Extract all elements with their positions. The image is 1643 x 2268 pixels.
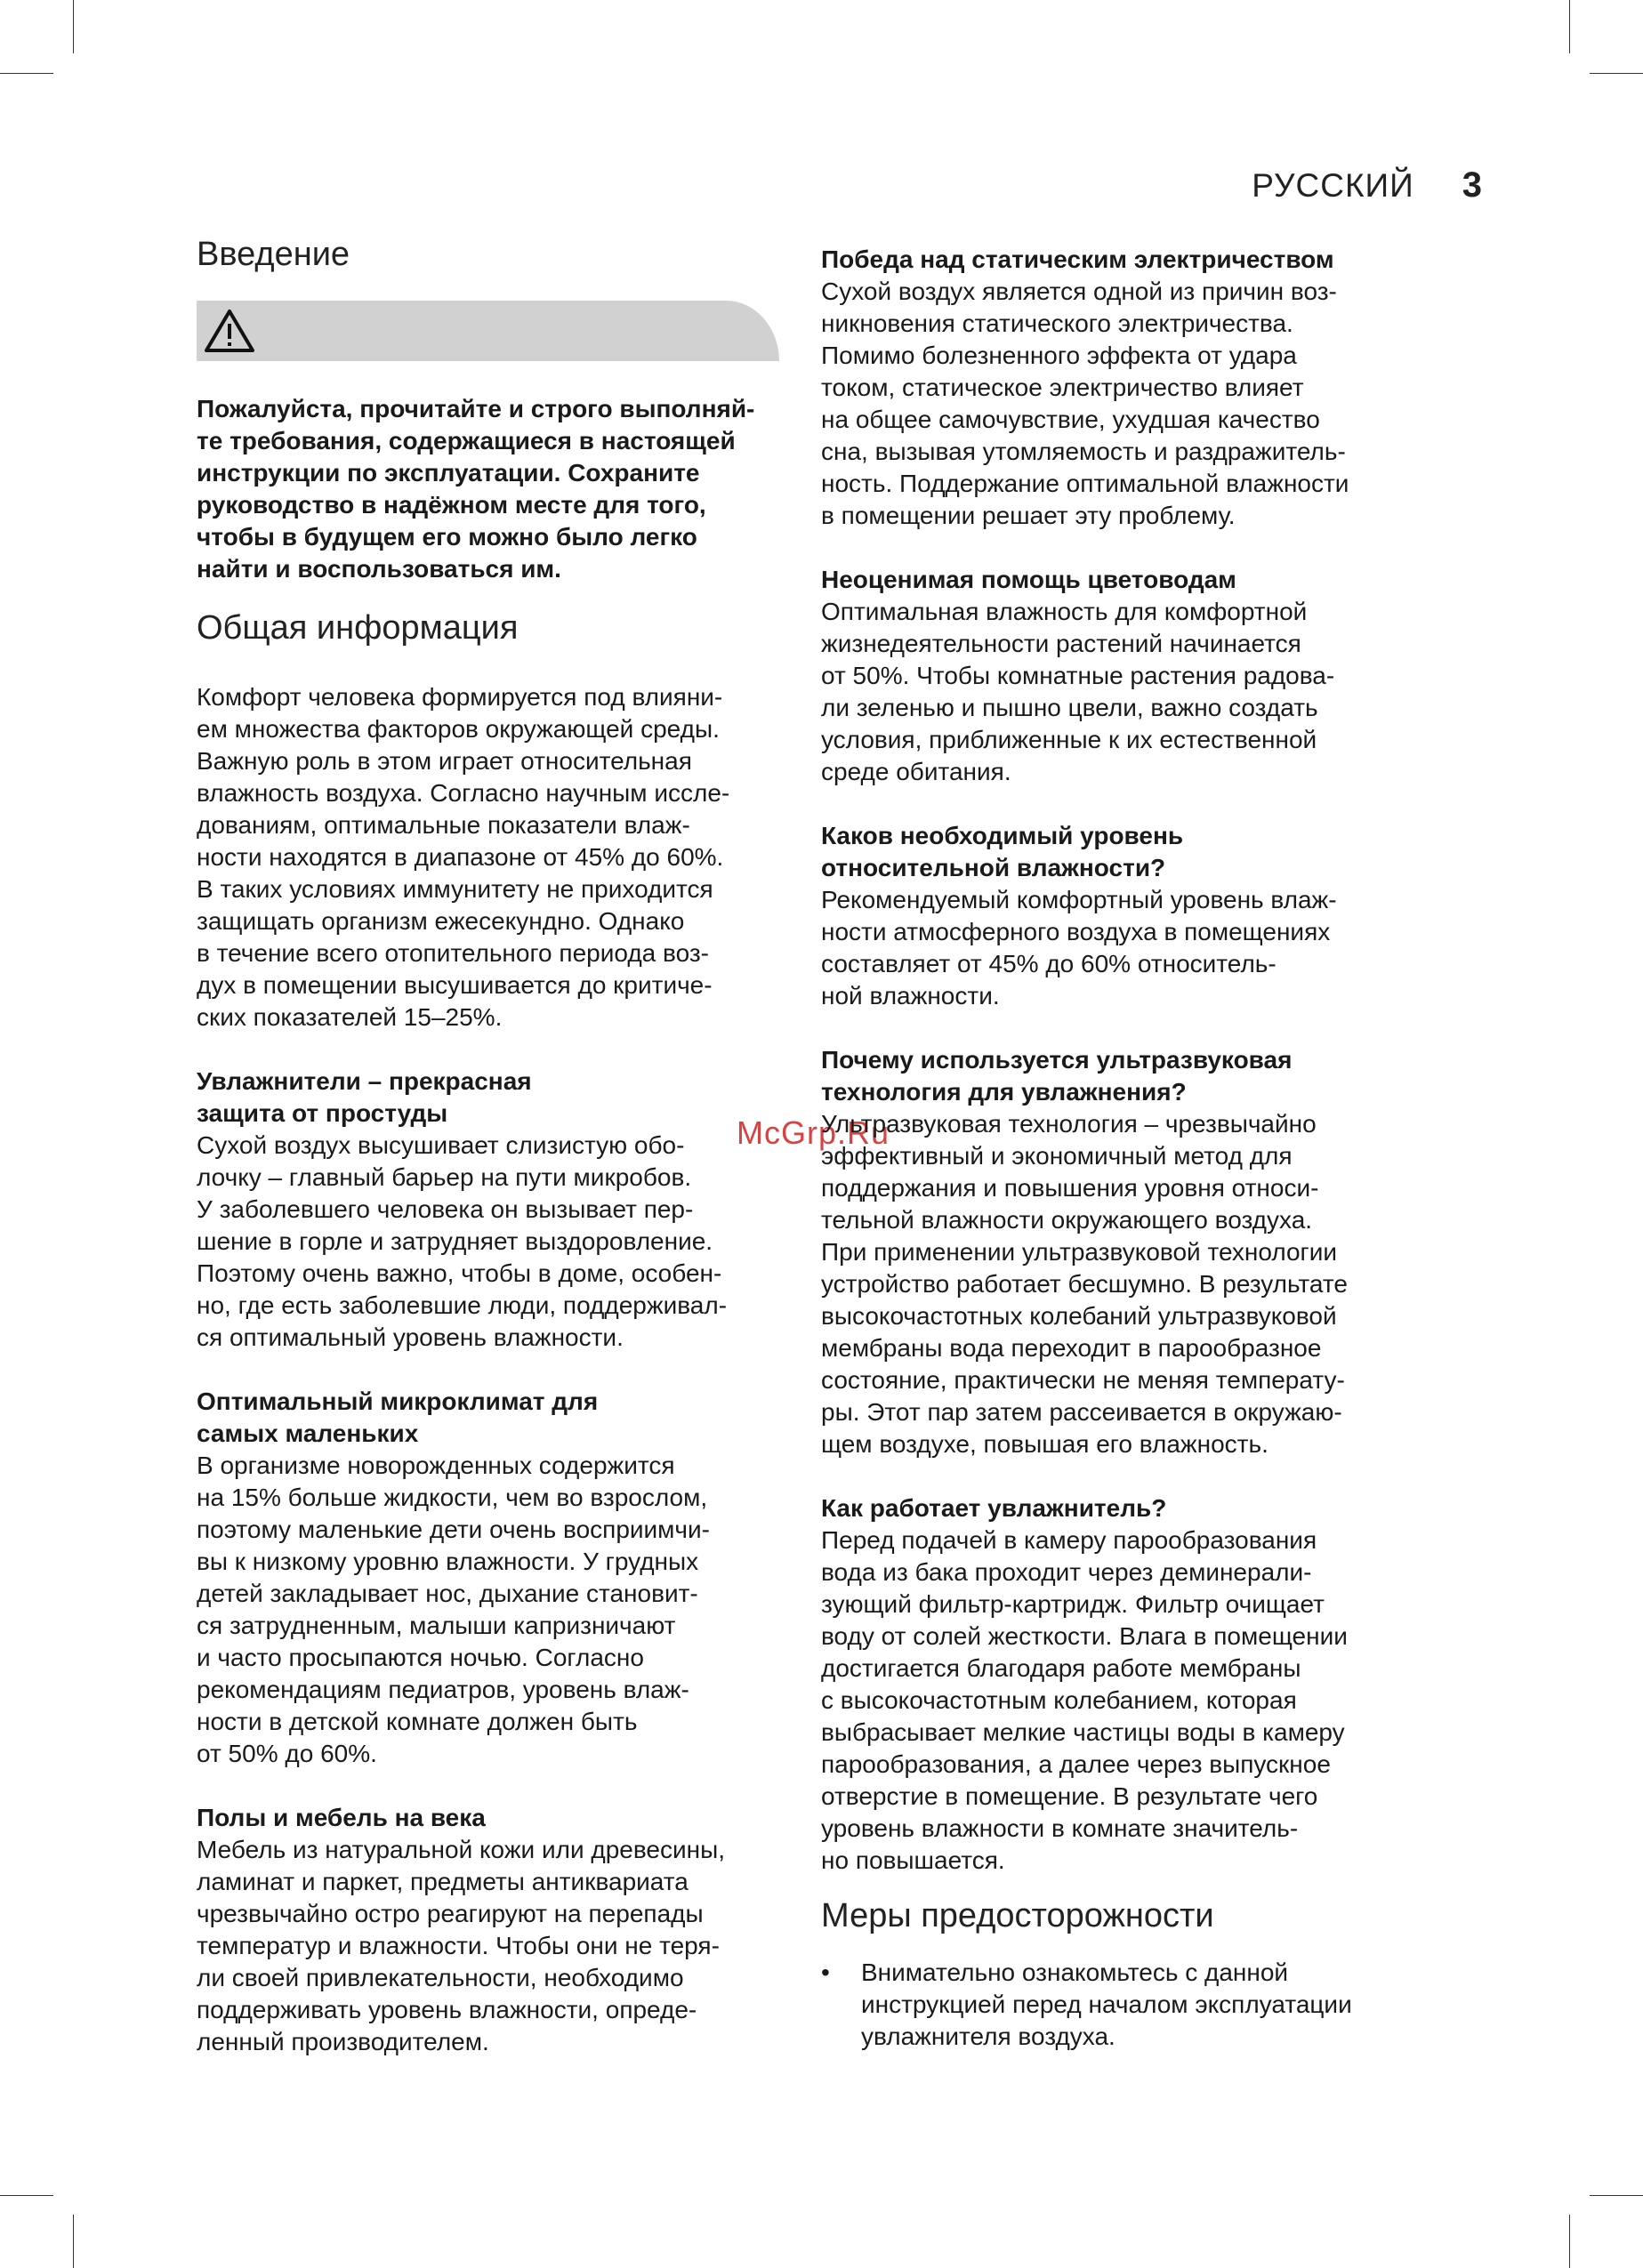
crop-mark [1569,2215,1570,2268]
section-title: Каков необходимый уровень относительной влажности? [821,822,1184,881]
crop-mark [0,73,53,74]
section-title: Полы и мебель на века [197,1804,486,1831]
crop-mark [1590,73,1643,74]
page-number: 3 [1462,165,1483,205]
section-title: Увлажнители – прекрасная защита от простуды [197,1067,532,1127]
section-text: Сухой воздух высушивает слизистую обо- лочку – главный барьер на пути микробов. У заболевшего человека он вызывает пер- шение в горле и затрудняет выздоровление. Поэтому очень важно, чтобы в доме, особен- но, где есть заболевшие люди, поддерживал- ся оптимальный уровень влажности. [197,1131,728,1351]
watermark: McGrp.Ru [737,1114,890,1151]
crop-mark [73,0,74,53]
section-text: Рекомендуемый комфортный уровень влаж- ности атмосферного воздуха в помещениях составляет от 45% до 60% относитель- ной влажности. [821,886,1337,1009]
list-item: • Внимательно ознакомьтесь с данной инструкцией перед началом эксплуатации увлажнителя воздуха. [821,1957,1408,2053]
section-text: В организме новорожденных содержится на 15% больше жидкости, чем во взрослом, поэтому маленькие дети очень восприимчи- вы к низкому уровню влажности. У грудных детей закладывает нос, дыхание становит- ся затрудненным, малыши капризничают и часто просыпаются ночью. Согласно рекомендациям педиатров, уровень влаж- ности в детской комнате должен быть от 50% до 60%. [197,1452,710,1767]
section-title: Как работает увлажнитель? [821,1494,1167,1522]
crop-mark [73,2215,74,2268]
language-label: РУССКИЙ [1252,167,1414,204]
page-header [1252,165,1483,205]
section-text: Сухой воздух является одной из причин воз- никновения статического электричества. Помимо болезненного эффекта от удара током, статическое электричество влияет на общее самочувствие, ухудшая качество сна, вызывая утомляемость и раздражитель- ность. Поддержание оптимальной влажности в помещении решает эту проблему. [821,277,1349,529]
section-title: Почему используется ультразвуковая технология для увлажнения? [821,1046,1293,1106]
section-text: Оптимальная влажность для комфортной жизнедеятельности растений начинается от 50%. Чтобы комнатные растения радова- ли зеленью и пышно цвели, важно создать условия, приближенные к их естественной среде обитания. [821,598,1335,785]
crop-mark [1569,0,1570,53]
section-text: Ультразвуковая технология – чрезвычайно эффективный и экономичный метод для поддержания и повышения уровня относи- тельной влажности окружающего воздуха. При применении ультразвуковой технологии устройство работает бесшумно. В результате высокочастотных колебаний ультразвуковой мембраны вода переходит в парообразное состояние, практически не меняя температу- ры. Этот пар затем рассеивается в окружаю- щем воздухе, повышая его влажность. [821,1110,1348,1458]
crop-mark [1590,2195,1643,2196]
crop-mark [0,2195,53,2196]
warning-bar [197,301,779,361]
warning-text: Пожалуйста, прочитайте и строго выполняй- те требования, содержащиеся в настоящей инструкции по эксплуатации. Сохраните руководство в надёжном месте для того, чтобы в будущем его можно было легко найти и воспользоваться им. [197,395,755,583]
warning-triangle-icon [204,308,255,354]
general-info-text: Комфорт человека формируется под влияни- ем множества факторов окружающей среды. Важную роль в этом играет относительная влажность воздуха. Согласно научным иссле- дованиям, оптимальные показатели влаж- ности находятся в диапазоне от 45% до 60%. В таких условиях иммунитету не приходится защищать организм ежесекундно. Однако в течение всего отопительного периода воз- дух в помещении высушивается до критиче- ских показателей 15–25%. [197,683,730,1031]
section-title: Оптимальный микроклимат для самых маленьких [197,1387,599,1447]
section-title: Победа над статическим электричеством [821,245,1334,273]
intro-title: Введение [197,236,350,273]
precautions-list [821,1957,1408,2053]
left-column [197,233,784,2058]
section-text: Мебель из натуральной кожи или древесины, ламинат и паркет, предметы антиквариата чрезвычайно остро реагируют на перепады температур и влажности. Чтобы они не теря- ли своей привлекательности, необходимо поддерживать уровень влажности, опреде- ленный производителем. [197,1836,725,2055]
section-title: Неоценимая помощь цветоводам [821,566,1236,593]
section-text: Перед подачей в камеру парообразования вода из бака проходит через деминерали- зующий фильтр-картридж. Фильтр очищает воду от солей жесткости. Влага в помещении достигается благодаря работе мембраны с высокочастотным колебанием, которая выбрасывает мелкие частицы воды в камеру парообразования, а далее через выпускное отверстие в помещение. В результате чего уровень влажности в комнате значитель- но повышается. [821,1526,1348,1874]
right-column [821,244,1408,2053]
precautions-title: Меры предосторожности [821,1897,1214,1934]
general-info-title: Общая информация [197,609,519,647]
